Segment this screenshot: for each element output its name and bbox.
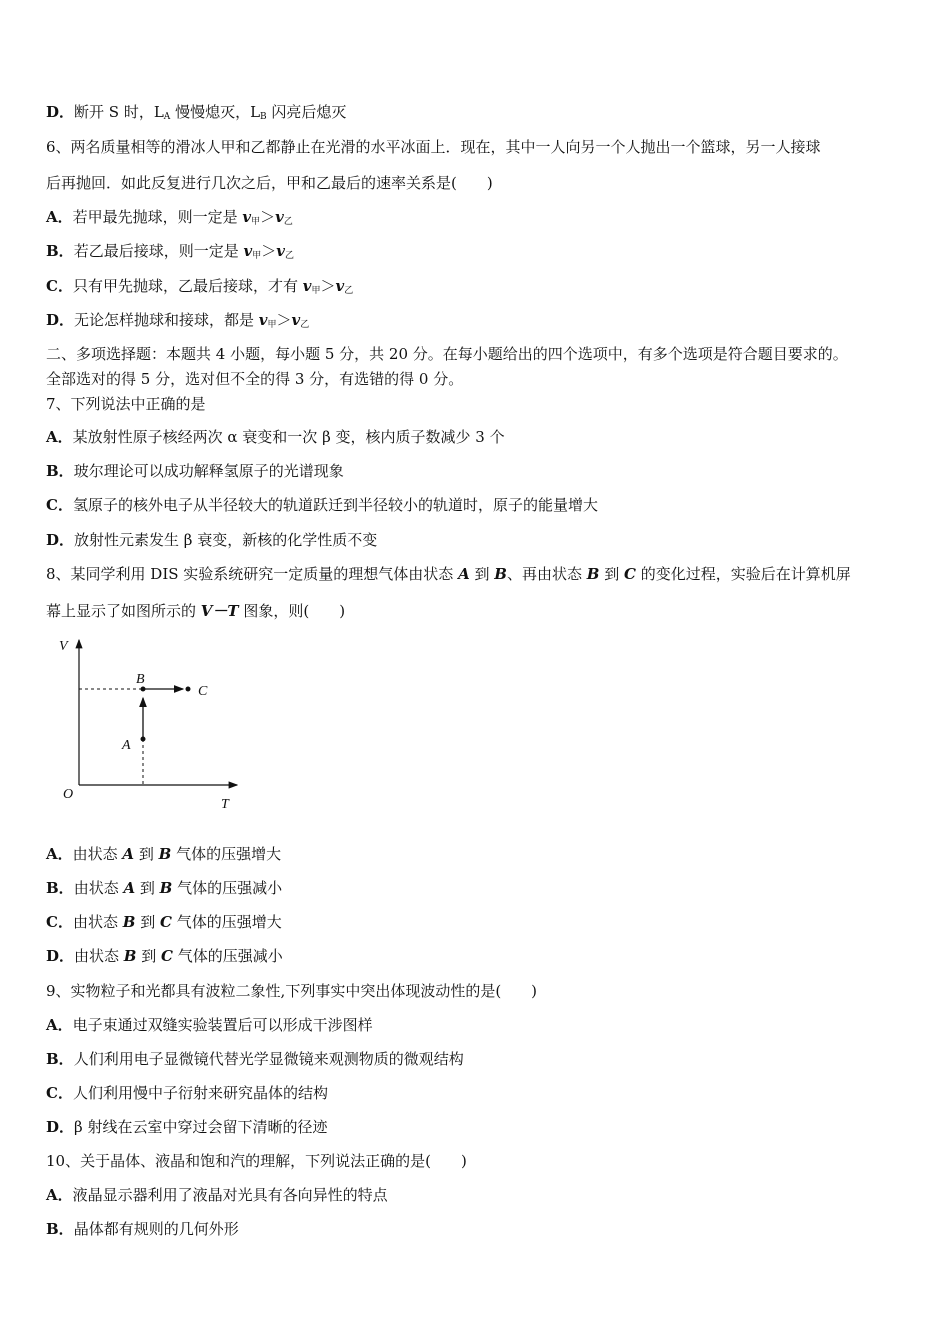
q9-option-a: A．电子束通过双缝实验装置后可以形成干涉图样 [46, 1016, 373, 1034]
q8-stem-line2: 幕上显示了如图所示的 V－T 图象，则( ) [46, 602, 346, 620]
q6-option-b: B．若乙最后接球，则一定是 $v_甲>v_乙$ [46, 242, 294, 261]
q8-option-d: D．由状态 B 到 C 气体的压强减小 [46, 947, 283, 965]
point-b-label: B [136, 672, 145, 687]
q7-stem: 7、下列说法中正确的是 [46, 395, 206, 413]
q8-option-b: B．由状态 A 到 B 气体的压强减小 [46, 879, 283, 897]
v-axis-label: V [59, 639, 68, 654]
q9-option-d: D．β 射线在云室中穿过会留下清晰的径迹 [46, 1118, 328, 1136]
option-letter: D． [46, 103, 75, 121]
point-c-label: C [198, 684, 208, 699]
point-a-label: A [122, 738, 131, 753]
q7-option-d: D．放射性元素发生 β 衰变，新核的化学性质不变 [46, 531, 378, 549]
q5-option-d: D．断开 S 时，$L_A$ 慢慢熄灭，$L_B$ 闪亮后熄灭 [46, 103, 347, 122]
origin-label: O [63, 787, 74, 802]
t-axis-label: T [221, 797, 229, 812]
q7-option-b: B．玻尔理论可以成功解释氢原子的光谱现象 [46, 462, 344, 480]
q6-option-a: A．若甲最先抛球，则一定是 $v_甲>v_乙$ [46, 208, 293, 227]
q8-option-a: A．由状态 A 到 B 气体的压强增大 [46, 845, 282, 863]
q9-stem: 9、实物粒子和光都具有波粒二象性,下列事实中突出体现波动性的是( ) [46, 982, 538, 1000]
point-a [141, 737, 146, 742]
q6-option-d: D．无论怎样抛球和接球，都是 $v_甲>v_乙$ [46, 311, 310, 330]
q8-option-c: C．由状态 B 到 C 气体的压强增大 [46, 913, 282, 931]
q8-stem-line1: 8、某同学利用 DIS 实验系统研究一定质量的理想气体由状态 A 到 B、再由状态 B 到 C 的变化过程，实验后在计算机屏 [46, 565, 851, 583]
q10-option-b: B．晶体都有规则的几何外形 [46, 1220, 239, 1238]
point-b [141, 687, 146, 692]
section-heading-line1: 二、多项选择题：本题共 4 小题，每小题 5 分，共 20 分。在每小题给出的四个选项中，有多个选项是符合题目要求的。 [46, 345, 848, 363]
q10-option-a: A．液晶显示器利用了液晶对光具有各向异性的特点 [46, 1186, 388, 1204]
section-heading-line2: 全部选对的得 5 分，选对但不全的得 3 分，有选错的得 0 分。 [46, 370, 464, 388]
q9-option-c: C．人们利用慢中子衍射来研究晶体的结构 [46, 1084, 328, 1102]
point-c [186, 687, 191, 692]
q10-stem: 10、关于晶体、液晶和饱和汽的理解，下列说法正确的是( ) [46, 1152, 467, 1170]
q6-stem-line2: 后再抛回．如此反复进行几次之后，甲和乙最后的速率关系是( ) [46, 174, 493, 192]
q9-option-b: B．人们利用电子显微镜代替光学显微镜来观测物质的微观结构 [46, 1050, 464, 1068]
q6-option-c: C．只有甲先抛球，乙最后接球，才有 $v_甲>v_乙$ [46, 277, 354, 296]
q7-option-a: A．某放射性原子核经两次 α 衰变和一次 β 变，核内质子数减少 3 个 [46, 428, 505, 446]
vt-graph [55, 630, 255, 820]
q6-stem-line1: 6、两名质量相等的滑冰人甲和乙都静止在光滑的水平冰面上．现在，其中一人向另一个人抛出一个篮球，另一人接球 [46, 138, 821, 156]
q7-option-c: C．氢原子的核外电子从半径较大的轨道跃迁到半径较小的轨道时，原子的能量增大 [46, 496, 598, 514]
